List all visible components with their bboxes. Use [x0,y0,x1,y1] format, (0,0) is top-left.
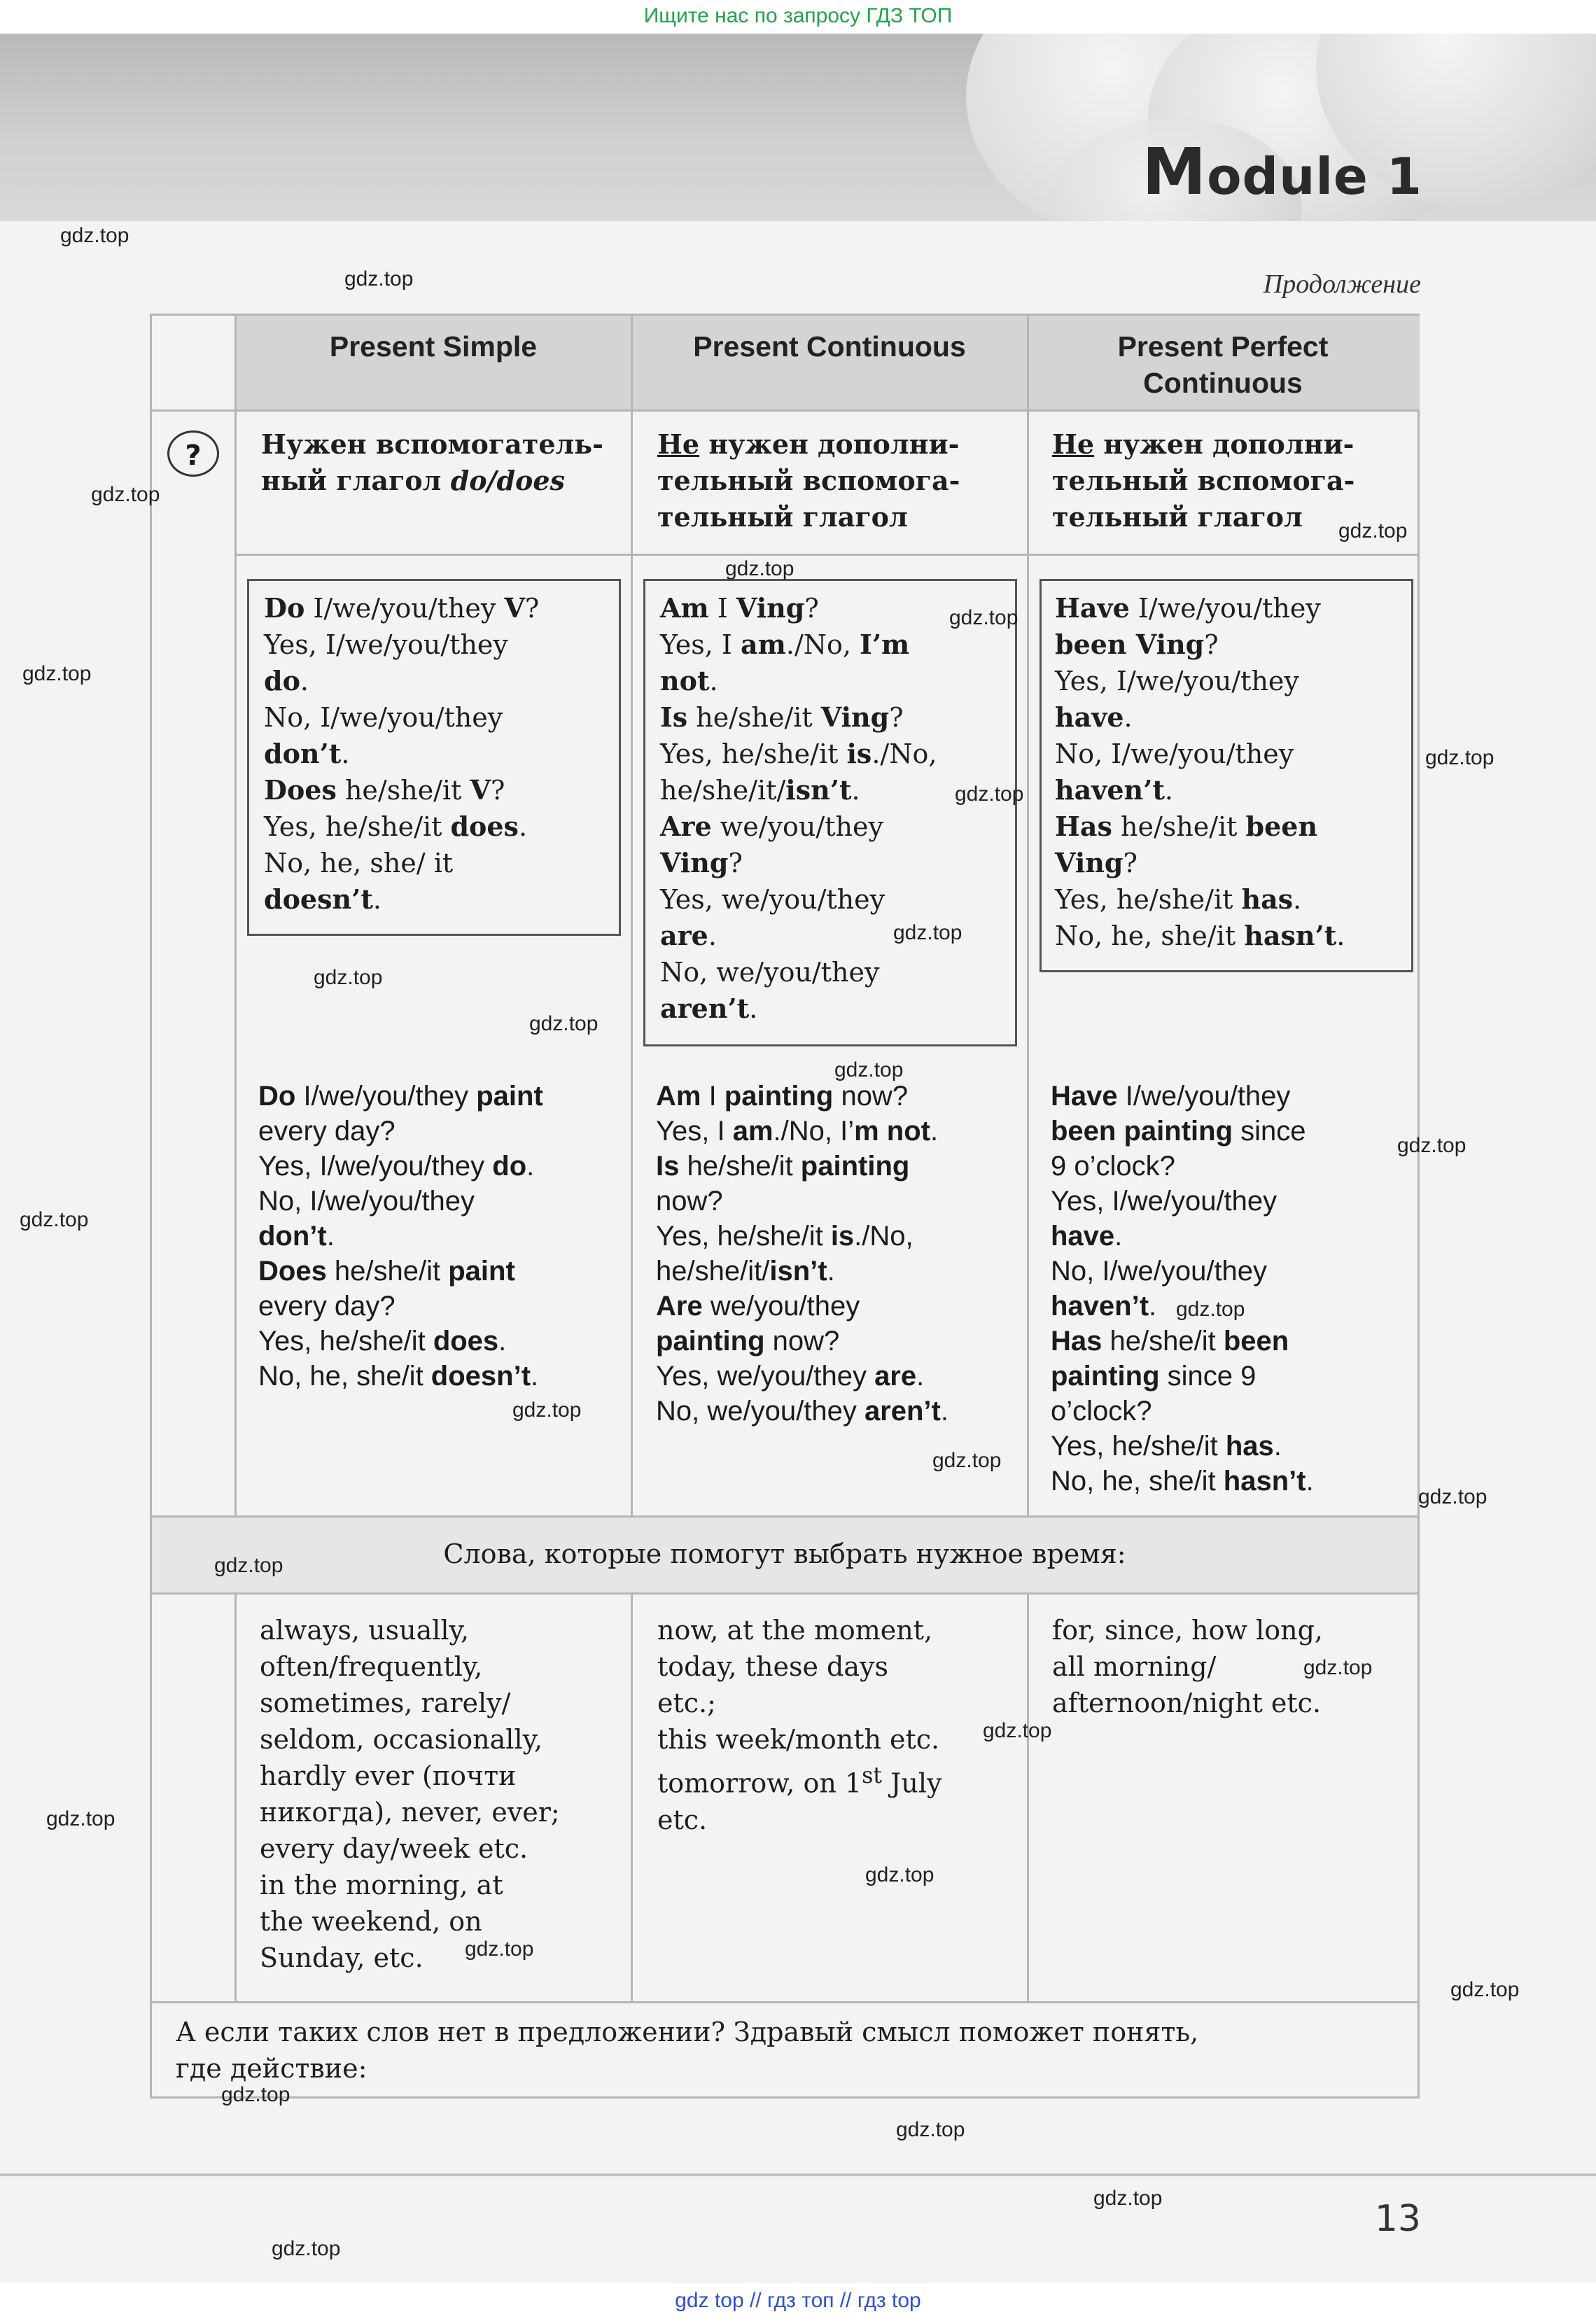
aux-note-present-perfect-continuous [1052,426,1354,535]
text-line: have. [1055,701,1133,733]
text-line: Do I/we/you/they paint [258,1081,543,1112]
watermark: gdz.top [221,2083,290,2106]
column-divider [1027,1592,1029,2001]
text-line: No, we/you/they aren’t. [656,1396,948,1427]
note-line: ный глагол do/does [261,465,565,496]
watermark: gdz.top [344,267,414,290]
text-line: painting now? [656,1326,840,1357]
watermark: gdz.top [1450,1978,1520,2001]
text-line: are. [660,920,717,951]
note-line: где действие: [176,2053,368,2084]
text-line: Yes, he/she/it has. [1055,883,1302,915]
text-line: No, he, she/it doesn’t. [258,1361,539,1392]
footer-rule [0,2173,1596,2176]
text-line: aren’t. [660,993,758,1024]
text-line: not. [660,665,718,696]
table-footer-note [176,2014,1198,2087]
watermark: gdz.top [20,1208,89,1231]
text-line: No, we/you/they [660,957,880,988]
text-line: sometimes, rarely/ [260,1688,511,1718]
text-line: he/she/it/isn’t. [656,1256,835,1287]
note-line: тельный вспомога- [1052,465,1355,496]
column-divider [1027,316,1029,1515]
text-line: Ving? [660,847,743,878]
module-title [1142,134,1423,209]
signal-words-heading: Слова, которые помогут выбрать нужное время: [443,1539,1126,1569]
text-line: никогда), never, ever; [260,1797,560,1828]
text-line: Has he/she/it been [1051,1326,1289,1357]
column-divider [234,316,237,1515]
text-line: Ving? [1055,847,1138,878]
watermark: gdz.top [529,1012,598,1035]
watermark: gdz.top [1418,1485,1488,1508]
text-line: Yes, I am./No, I’m not. [656,1116,939,1147]
text-line: No, I/we/you/they [1055,738,1294,769]
text-line: No, he, she/ it [264,848,454,878]
signal-words-present-continuous [657,1612,941,1838]
watermark: gdz.top [214,1554,284,1577]
watermark: gdz.top [955,783,1024,806]
text-line: every day? [258,1116,396,1147]
note-line: тельный глагол [657,501,908,533]
text-line: do. [264,665,309,696]
text-line: No, I/we/you/they [1051,1256,1268,1287]
watermark: gdz.top [465,1938,534,1961]
text-line: Am I painting now? [656,1081,909,1112]
text-line: No, I/we/you/they [264,702,503,733]
text-line: always, usually, [260,1615,470,1646]
examples-present-simple [258,1079,543,1394]
row-divider [152,1515,1418,1518]
text-line: Yes, he/she/it has. [1051,1431,1282,1462]
text-line: Yes, we/you/they are. [656,1361,925,1392]
text-line: Am I Ving? [660,592,819,624]
column-divider [631,316,633,1515]
watermark: gdz.top [1303,1656,1373,1679]
column-header-present-perfect-continuous [1028,328,1418,401]
top-banner: Ищите нас по запросу ГДЗ ТОП [0,0,1596,34]
text-line: Is he/she/it painting [656,1151,910,1182]
watermark: gdz.top [91,483,160,506]
text-line: Are we/you/they [660,811,883,842]
header-line: Present Continuous [693,330,966,363]
text-line: every day/week etc. [260,1833,528,1864]
column-header-present-simple [236,328,631,365]
watermark: gdz.top [314,966,383,989]
watermark: gdz.top [932,1449,1002,1472]
header-line: Present Perfect [1117,330,1329,363]
watermark: gdz.top [1093,2187,1163,2210]
text-line: Yes, we/you/they [660,884,886,915]
note-line: А если таких слов нет в предложении? Здравый смысл поможет понять, [176,2017,1199,2047]
text-line: Does he/she/it V? [264,774,505,806]
text-line: etc.; [657,1688,716,1718]
text-line: 9 o’clock? [1051,1151,1175,1182]
text-line: been Ving? [1055,629,1219,660]
text-line: Yes, I/we/you/they do. [258,1151,535,1182]
text-line: often/frequently, [260,1651,483,1682]
watermark: gdz.top [1425,746,1494,769]
question-icon: ? [167,430,219,477]
row-divider [152,1592,1418,1595]
examples-present-perfect-continuous [1051,1079,1314,1499]
column-divider [631,1592,633,2001]
text-line: painting since 9 [1051,1361,1256,1392]
text-line: etc. [657,1804,708,1835]
text-line: Have I/we/you/they [1055,592,1321,624]
formula-text-present-continuous [660,590,937,1027]
header-line: Continuous [1143,367,1303,399]
text-line: he/she/it/isn’t. [660,774,860,806]
watermark: gdz.top [896,2118,965,2141]
continuation-label: Продолжение [1263,269,1421,299]
module-initial: M [1142,134,1208,209]
text-line: the weekend, on [260,1906,482,1937]
column-header-present-continuous [632,328,1027,365]
note-line: тельный глагол [1052,501,1303,533]
text-line: No, he, she/it hasn’t. [1055,920,1345,951]
note-line: тельный вспомога- [657,465,960,496]
note-line: Не нужен дополни- [1052,428,1354,460]
column-divider [234,1592,237,2001]
text-line: Yes, I/we/you/they [1051,1186,1278,1217]
aux-note-present-simple [261,426,603,499]
text-line: don’t. [264,738,350,769]
text-line: haven’t. [1051,1291,1157,1322]
text-line: Yes, I/we/you/they [1055,666,1299,696]
note-line: Не нужен дополни- [657,428,960,460]
text-line: tomorrow, on 1st July [657,1763,942,1799]
grammar-table [150,314,1420,2099]
text-line: No, I/we/you/they [258,1186,475,1217]
watermark: gdz.top [1338,519,1408,542]
text-line: Yes, he/she/it does. [258,1326,507,1357]
watermark: gdz.top [60,224,130,247]
text-line: today, these days [657,1651,888,1682]
text-line: afternoon/night etc. [1052,1688,1322,1718]
text-line: Does he/she/it paint [258,1256,515,1287]
text-line: now, at the moment, [657,1615,933,1646]
signal-words-present-simple [260,1612,560,1976]
row-divider [152,409,1418,412]
watermark: gdz.top [512,1399,582,1422]
watermark: gdz.top [1397,1134,1466,1157]
formula-text-present-perfect-continuous [1055,590,1345,954]
watermark: gdz.top [22,662,92,685]
aux-note-present-continuous [657,426,960,535]
watermark: gdz.top [272,2237,341,2260]
signal-words-present-perfect-continuous [1052,1612,1323,1721]
row-divider [234,554,1418,556]
text-line: Yes, he/she/it is./No, [660,738,937,769]
text-line: for, since, how long, [1052,1615,1324,1646]
formula-text-present-simple [264,590,539,918]
text-line: Do I/we/you/they V? [264,592,540,624]
text-line: Yes, I am./No, I’m [660,629,910,660]
module-word: odule 1 [1207,147,1422,206]
text-line: Have I/we/you/they [1051,1081,1291,1112]
watermark: gdz.top [865,1863,934,1886]
text-line: Yes, he/she/it does. [264,811,528,842]
examples-present-continuous [656,1079,948,1429]
watermark: gdz.top [983,1719,1052,1742]
text-line: have. [1051,1221,1123,1252]
text-line: hardly ever (почти [260,1760,517,1791]
text-line: now? [656,1186,723,1217]
text-line: doesn’t. [264,883,382,915]
text-line: Yes, I/we/you/they [264,629,508,660]
watermark: gdz.top [46,1807,115,1830]
text-line: don’t. [258,1221,335,1252]
text-line: this week/month etc. [657,1724,940,1755]
page-number: 13 [1374,2198,1421,2240]
text-line: been painting since [1051,1116,1306,1147]
text-line: every day? [258,1291,396,1322]
text-line: Are we/you/they [656,1291,860,1322]
text-line: Is he/she/it Ving? [660,701,904,733]
text-line: o’clock? [1051,1396,1152,1427]
watermark: gdz.top [949,606,1018,629]
text-line: seldom, occasionally, [260,1724,543,1755]
watermark: gdz.top [1176,1298,1245,1321]
text-line: in the morning, at [260,1870,503,1900]
header-line: Present Simple [329,330,538,363]
bottom-banner: gdz top // гдз топ // гдз top [0,2283,1596,2319]
text-line: Sunday, etc. [260,1942,424,1973]
watermark: gdz.top [725,557,794,580]
text-line: No, he, she/it hasn’t. [1051,1466,1314,1497]
text-line: Has he/she/it been [1055,811,1318,842]
watermark: gdz.top [834,1058,904,1081]
note-line: Нужен вспомогатель- [261,428,603,460]
text-line: Yes, he/she/it is./No, [656,1221,913,1252]
row-divider [152,2001,1418,2003]
text-line: all morning/ [1052,1651,1217,1682]
text-line: haven’t. [1055,774,1174,806]
watermark: gdz.top [893,921,962,944]
